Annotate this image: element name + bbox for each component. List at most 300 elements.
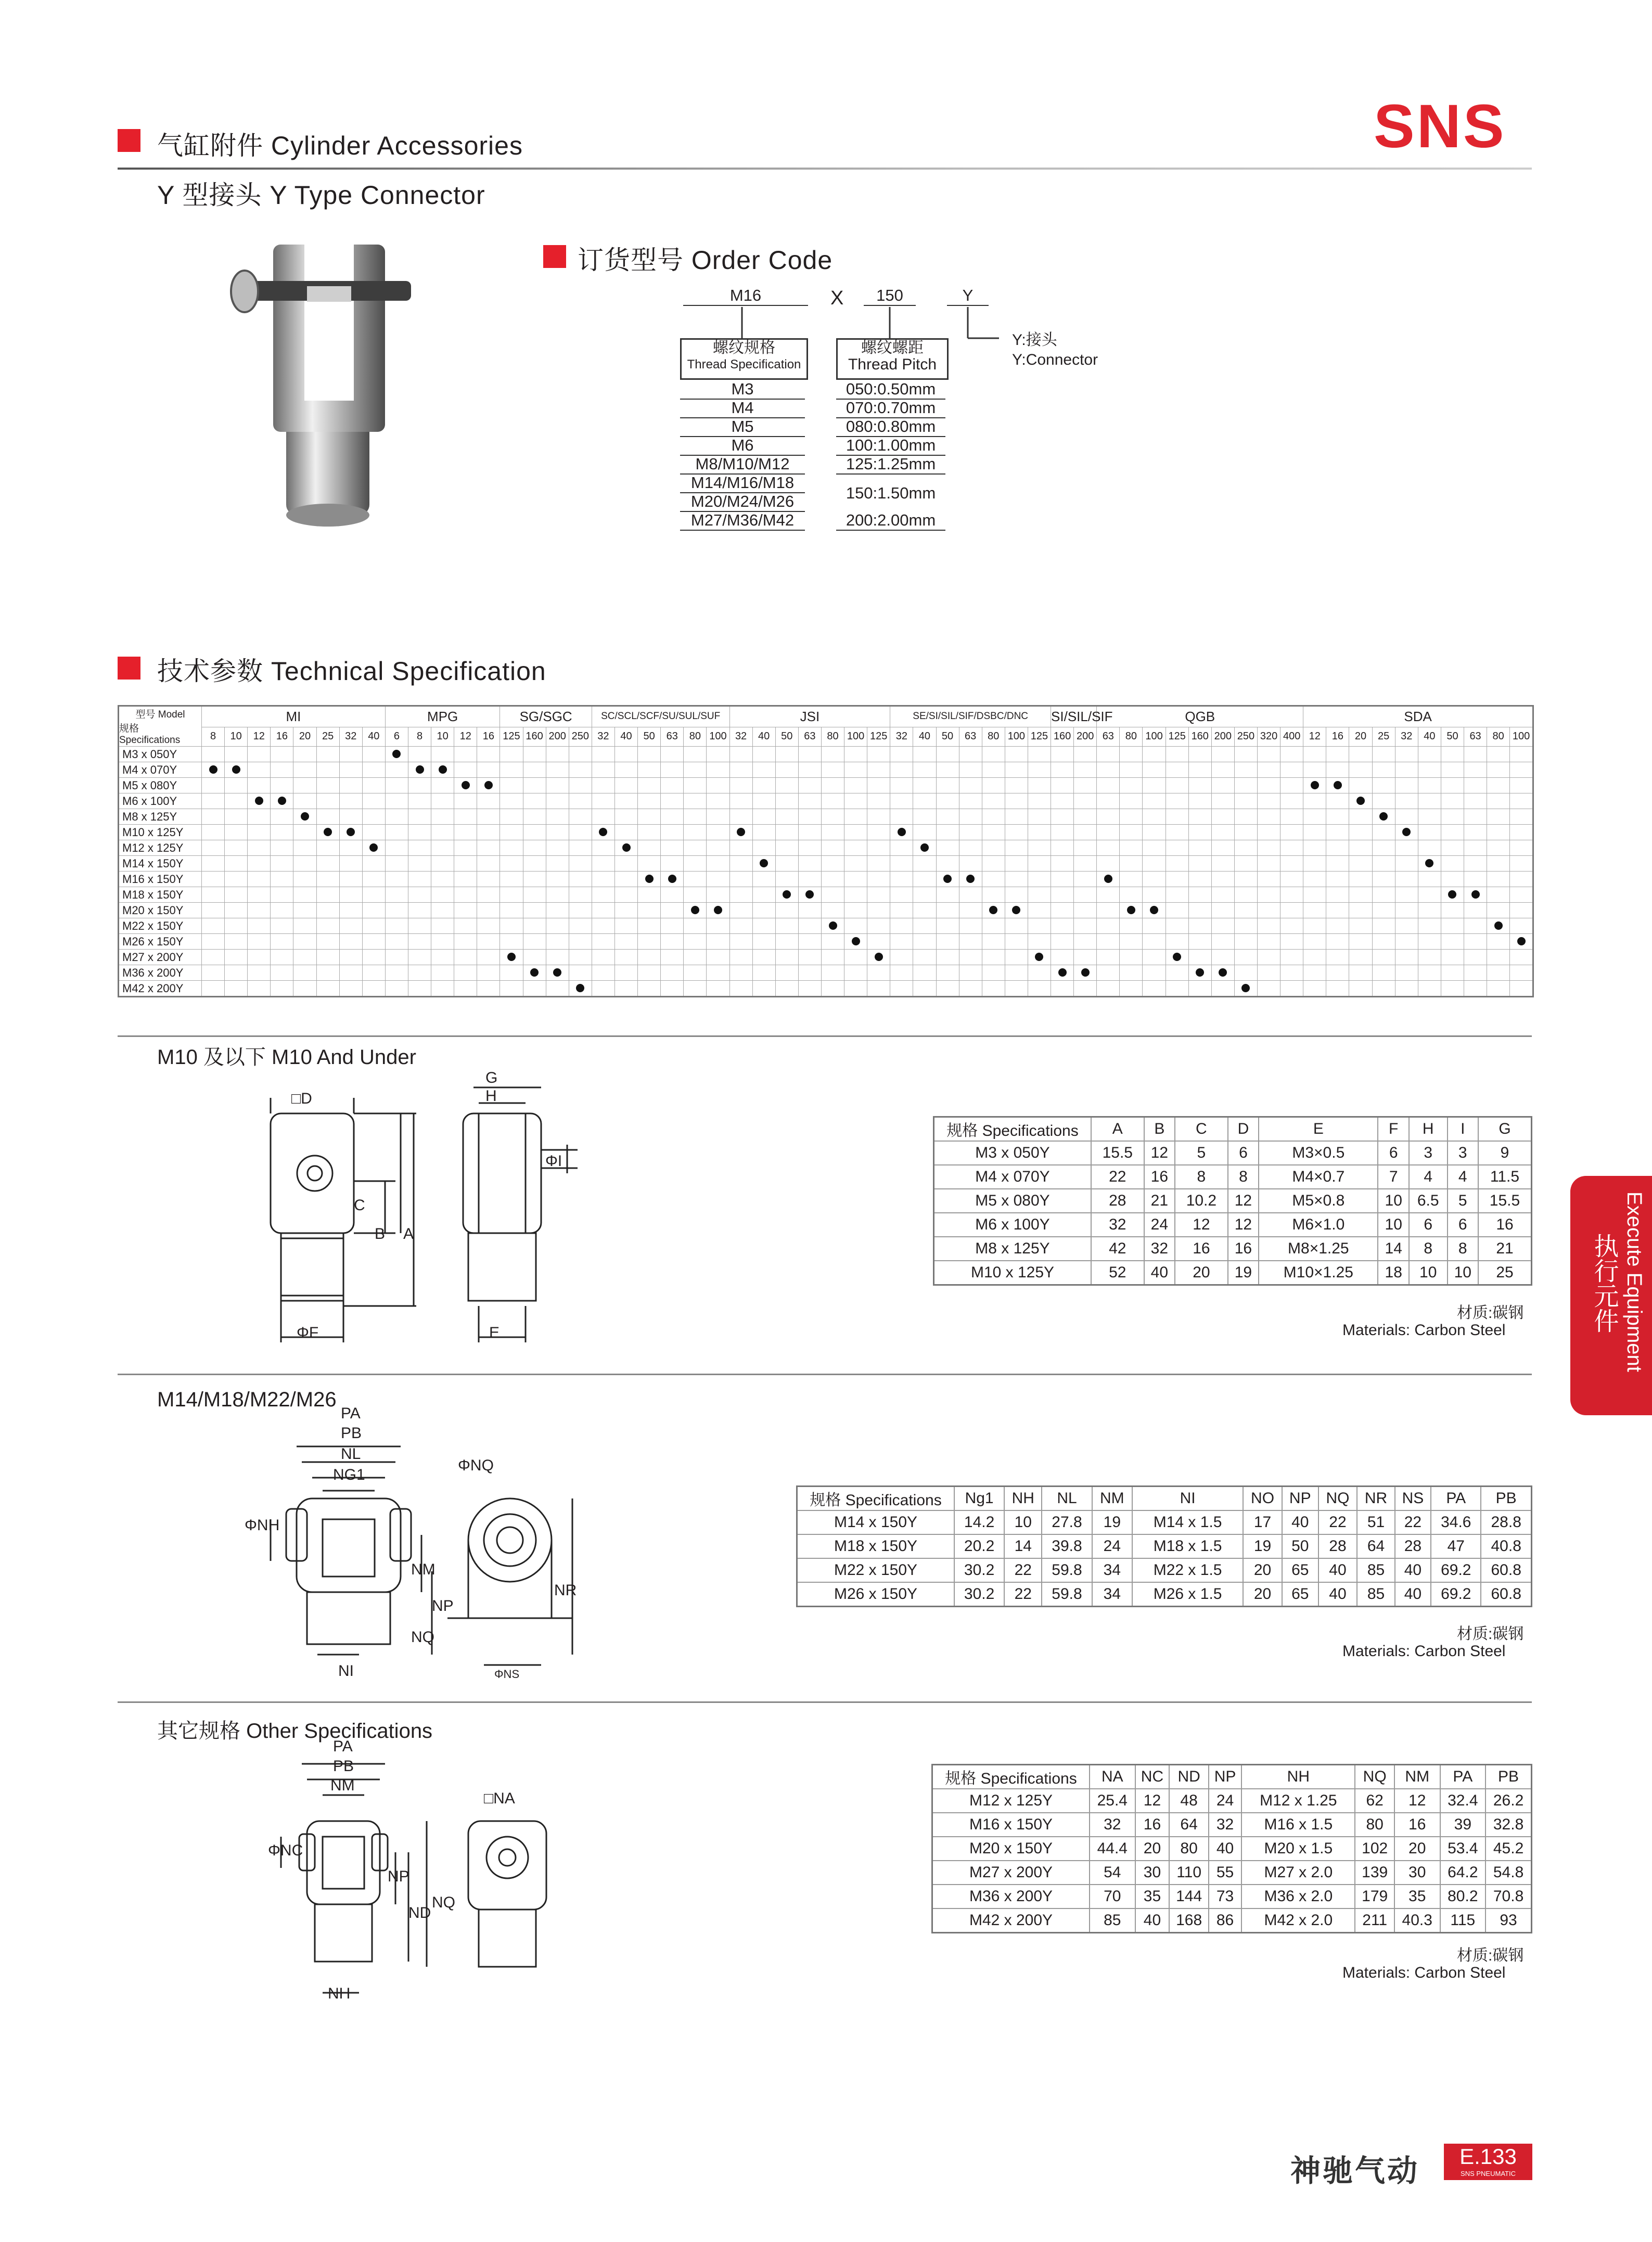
- row-spec: M14 x 150Y: [119, 856, 202, 872]
- grid-row: [119, 981, 1533, 997]
- compat-cell: [1349, 793, 1372, 809]
- thread-spec-item: M3: [680, 380, 805, 400]
- empty-cell: [913, 934, 936, 950]
- empty-cell: [569, 950, 592, 965]
- empty-cell: [477, 903, 500, 918]
- column-header: ND: [1169, 1765, 1209, 1789]
- empty-cell: [775, 965, 798, 981]
- empty-cell: [1211, 778, 1234, 793]
- empty-cell: [684, 809, 707, 825]
- table-cell: 59.8: [1042, 1582, 1092, 1607]
- empty-cell: [844, 793, 867, 809]
- m14-table-wrap: [796, 1485, 1532, 1607]
- empty-cell: [592, 903, 614, 918]
- empty-cell: [1441, 809, 1464, 825]
- row-spec: M36 x 200Y: [119, 965, 202, 981]
- empty-cell: [408, 872, 431, 887]
- empty-cell: [729, 981, 752, 997]
- empty-cell: [1349, 856, 1372, 872]
- empty-cell: [408, 903, 431, 918]
- empty-cell: [248, 872, 271, 887]
- empty-cell: [1143, 762, 1166, 778]
- column-header: E: [1259, 1117, 1378, 1142]
- empty-cell: [1166, 778, 1188, 793]
- empty-cell: [1395, 793, 1418, 809]
- compat-cell: [959, 872, 982, 887]
- divider: [118, 1035, 1532, 1037]
- table-cell: 34.6: [1431, 1510, 1481, 1534]
- empty-cell: [500, 981, 523, 997]
- empty-cell: [1143, 856, 1166, 872]
- table-cell: 11.5: [1478, 1165, 1532, 1189]
- empty-cell: [362, 762, 385, 778]
- compat-cell: [867, 950, 890, 965]
- bore-header: 100: [1143, 727, 1166, 746]
- empty-cell: [362, 793, 385, 809]
- empty-cell: [707, 747, 729, 762]
- compat-dot: [943, 875, 952, 883]
- empty-cell: [1188, 778, 1211, 793]
- empty-cell: [1441, 856, 1464, 872]
- empty-cell: [821, 872, 844, 887]
- pitch-item: 125:1.25mm: [836, 455, 945, 475]
- column-header: NA: [1090, 1765, 1135, 1789]
- empty-cell: [523, 793, 546, 809]
- compat-dot: [714, 906, 722, 914]
- table-cell: 3: [1409, 1141, 1448, 1165]
- row-spec: M18 x 150Y: [119, 887, 202, 903]
- table-cell: 47: [1431, 1534, 1481, 1558]
- column-header: I: [1448, 1117, 1479, 1142]
- empty-cell: [454, 965, 477, 981]
- table-cell: 10: [1378, 1189, 1409, 1213]
- empty-cell: [867, 762, 890, 778]
- empty-cell: [1051, 747, 1074, 762]
- empty-cell: [1258, 887, 1280, 903]
- empty-cell: [1143, 825, 1166, 840]
- empty-cell: [1280, 825, 1303, 840]
- empty-cell: [821, 903, 844, 918]
- empty-cell: [316, 762, 339, 778]
- empty-cell: [385, 934, 408, 950]
- empty-cell: [1120, 918, 1143, 934]
- table-cell: 85: [1357, 1558, 1394, 1582]
- empty-cell: [225, 872, 248, 887]
- empty-cell: [1418, 965, 1441, 981]
- table-cell: 12: [1135, 1789, 1170, 1813]
- compat-cell: [982, 903, 1005, 918]
- pitch-item: 050:0.50mm: [836, 380, 945, 400]
- table-cell: 40: [1282, 1510, 1318, 1534]
- empty-cell: [638, 825, 661, 840]
- empty-cell: [1349, 872, 1372, 887]
- empty-cell: [1464, 934, 1487, 950]
- empty-cell: [1395, 950, 1418, 965]
- empty-cell: [431, 903, 454, 918]
- compat-dot: [645, 875, 654, 883]
- table-cell: 52: [1091, 1261, 1144, 1285]
- empty-cell: [1028, 981, 1051, 997]
- empty-cell: [339, 840, 362, 856]
- empty-cell: [454, 809, 477, 825]
- column-header: PA: [1440, 1765, 1486, 1789]
- empty-cell: [385, 918, 408, 934]
- empty-cell: [362, 825, 385, 840]
- thread-spec-label-cn: 螺纹规格: [713, 339, 775, 356]
- compat-cell: [408, 762, 431, 778]
- dim-label: NG1: [333, 1466, 365, 1483]
- empty-cell: [1097, 965, 1120, 981]
- compat-cell: [1303, 778, 1326, 793]
- empty-cell: [614, 793, 637, 809]
- empty-cell: [1005, 856, 1028, 872]
- compat-cell: [1188, 965, 1211, 981]
- empty-cell: [500, 825, 523, 840]
- empty-cell: [982, 934, 1005, 950]
- empty-cell: [1188, 825, 1211, 840]
- empty-cell: [707, 872, 729, 887]
- empty-cell: [982, 793, 1005, 809]
- thread-spec-item: M20/M24/M26: [680, 492, 805, 512]
- empty-cell: [798, 793, 821, 809]
- empty-cell: [1097, 934, 1120, 950]
- empty-cell: [454, 934, 477, 950]
- empty-cell: [936, 778, 959, 793]
- column-header: C: [1175, 1117, 1228, 1142]
- m14-drawing: [250, 1420, 593, 1691]
- compat-cell: [339, 825, 362, 840]
- column-header: NQ: [1318, 1487, 1358, 1511]
- empty-cell: [1280, 793, 1303, 809]
- corner-bottom-cn: 规格: [119, 723, 139, 734]
- empty-cell: [798, 950, 821, 965]
- empty-cell: [385, 809, 408, 825]
- column-header: F: [1378, 1117, 1409, 1142]
- bore-header: 16: [477, 727, 500, 746]
- empty-cell: [638, 887, 661, 903]
- table-cell: 69.2: [1431, 1558, 1481, 1582]
- row-spec: M18 x 150Y: [797, 1534, 955, 1558]
- table-cell: 16: [1144, 1165, 1175, 1189]
- empty-cell: [523, 825, 546, 840]
- empty-cell: [1441, 918, 1464, 934]
- compat-dot: [1150, 906, 1158, 914]
- empty-cell: [1258, 747, 1280, 762]
- grid-row: [119, 762, 1533, 778]
- compat-cell: [362, 840, 385, 856]
- empty-cell: [202, 903, 225, 918]
- empty-cell: [1303, 965, 1326, 981]
- compat-dot: [1058, 968, 1067, 977]
- empty-cell: [982, 825, 1005, 840]
- thread-spec-label-en: Thread Specification: [687, 357, 801, 371]
- compat-dot: [507, 953, 516, 961]
- empty-cell: [316, 793, 339, 809]
- row-spec: M27 x 200Y: [119, 950, 202, 965]
- empty-cell: [546, 934, 569, 950]
- empty-cell: [523, 934, 546, 950]
- table-cell: 168: [1169, 1908, 1209, 1933]
- empty-cell: [1166, 856, 1188, 872]
- empty-cell: [821, 809, 844, 825]
- empty-cell: [1051, 981, 1074, 997]
- table-row: [934, 1141, 1532, 1165]
- empty-cell: [661, 840, 684, 856]
- empty-cell: [1258, 778, 1280, 793]
- empty-cell: [752, 981, 775, 997]
- empty-cell: [1418, 918, 1441, 934]
- table-cell: 14: [1378, 1237, 1409, 1261]
- empty-cell: [1418, 793, 1441, 809]
- column-header: NM: [1092, 1487, 1133, 1511]
- grid-row: [119, 840, 1533, 856]
- empty-cell: [1143, 793, 1166, 809]
- empty-cell: [202, 856, 225, 872]
- compat-cell: [569, 981, 592, 997]
- empty-cell: [1188, 762, 1211, 778]
- empty-cell: [684, 872, 707, 887]
- empty-cell: [661, 934, 684, 950]
- empty-cell: [316, 840, 339, 856]
- table-cell: 12: [1394, 1789, 1440, 1813]
- empty-cell: [1005, 793, 1028, 809]
- empty-cell: [1074, 762, 1097, 778]
- table-cell: M36 x 2.0: [1241, 1885, 1355, 1908]
- empty-cell: [1211, 747, 1234, 762]
- empty-cell: [592, 934, 614, 950]
- empty-cell: [1234, 856, 1257, 872]
- empty-cell: [661, 747, 684, 762]
- empty-cell: [500, 856, 523, 872]
- empty-cell: [202, 793, 225, 809]
- product-photo: [224, 224, 442, 536]
- empty-cell: [684, 762, 707, 778]
- empty-cell: [959, 809, 982, 825]
- table-cell: 60.8: [1481, 1558, 1531, 1582]
- empty-cell: [775, 793, 798, 809]
- empty-cell: [1258, 825, 1280, 840]
- table-cell: 35: [1394, 1885, 1440, 1908]
- table-cell: M6×1.0: [1259, 1213, 1378, 1237]
- dim-label: G: [485, 1069, 498, 1086]
- table-cell: 20: [1135, 1837, 1170, 1861]
- empty-cell: [592, 981, 614, 997]
- empty-cell: [867, 887, 890, 903]
- empty-cell: [202, 934, 225, 950]
- grid-row: [119, 887, 1533, 903]
- empty-cell: [1005, 918, 1028, 934]
- row-spec: M14 x 150Y: [797, 1510, 955, 1534]
- empty-cell: [225, 887, 248, 903]
- empty-cell: [638, 778, 661, 793]
- table-cell: 30: [1394, 1861, 1440, 1885]
- empty-cell: [982, 840, 1005, 856]
- compat-dot: [439, 765, 447, 774]
- empty-cell: [1395, 981, 1418, 997]
- table-cell: 21: [1144, 1189, 1175, 1213]
- row-spec: M4 x 070Y: [119, 762, 202, 778]
- table-row: [797, 1582, 1532, 1607]
- row-spec: M36 x 200Y: [932, 1885, 1090, 1908]
- table-cell: 16: [1228, 1237, 1259, 1261]
- row-spec: M42 x 200Y: [932, 1908, 1090, 1933]
- empty-cell: [454, 887, 477, 903]
- table-cell: M5×0.8: [1259, 1189, 1378, 1213]
- empty-cell: [821, 887, 844, 903]
- compat-dot: [1494, 921, 1503, 930]
- table-row: [934, 1237, 1532, 1261]
- empty-cell: [293, 856, 316, 872]
- tech-spec-heading: 技术参数 Technical Specification: [157, 657, 546, 686]
- table-cell: 9: [1478, 1141, 1532, 1165]
- empty-cell: [592, 747, 614, 762]
- dim-label: NQ: [411, 1629, 434, 1646]
- empty-cell: [707, 950, 729, 965]
- row-spec: M20 x 150Y: [119, 903, 202, 918]
- empty-cell: [729, 950, 752, 965]
- empty-cell: [1487, 934, 1510, 950]
- column-header: 规格 Specifications: [934, 1117, 1092, 1142]
- empty-cell: [1464, 872, 1487, 887]
- compat-cell: [293, 809, 316, 825]
- empty-cell: [523, 887, 546, 903]
- empty-cell: [1074, 809, 1097, 825]
- compat-cell: [1051, 965, 1074, 981]
- empty-cell: [454, 950, 477, 965]
- empty-cell: [1051, 778, 1074, 793]
- empty-cell: [454, 840, 477, 856]
- empty-cell: [913, 747, 936, 762]
- table-cell: 20: [1175, 1261, 1228, 1285]
- grid-row: [119, 918, 1533, 934]
- empty-cell: [271, 762, 293, 778]
- empty-cell: [821, 778, 844, 793]
- empty-cell: [684, 950, 707, 965]
- table-cell: 62: [1355, 1789, 1394, 1813]
- empty-cell: [1280, 778, 1303, 793]
- empty-cell: [867, 934, 890, 950]
- material-cn: 材质:碳钢: [1457, 1947, 1524, 1964]
- empty-cell: [569, 934, 592, 950]
- empty-cell: [202, 950, 225, 965]
- empty-cell: [431, 825, 454, 840]
- empty-cell: [890, 762, 913, 778]
- grid-row: [119, 778, 1533, 793]
- empty-cell: [362, 856, 385, 872]
- pitch-item: 080:0.80mm: [836, 417, 945, 437]
- empty-cell: [798, 903, 821, 918]
- empty-cell: [248, 809, 271, 825]
- empty-cell: [1258, 809, 1280, 825]
- empty-cell: [1028, 809, 1051, 825]
- empty-cell: [1005, 981, 1028, 997]
- empty-cell: [1349, 840, 1372, 856]
- column-header: PB: [1485, 1765, 1531, 1789]
- grid-row: [119, 747, 1533, 762]
- empty-cell: [1372, 981, 1395, 997]
- brand-logo: SNS: [1374, 92, 1506, 161]
- empty-cell: [1211, 793, 1234, 809]
- bore-header: 80: [1120, 727, 1143, 746]
- empty-cell: [271, 856, 293, 872]
- empty-cell: [1074, 793, 1097, 809]
- empty-cell: [959, 918, 982, 934]
- empty-cell: [1303, 950, 1326, 965]
- empty-cell: [661, 856, 684, 872]
- section-marker: [118, 129, 140, 152]
- table-cell: 179: [1355, 1885, 1394, 1908]
- empty-cell: [454, 793, 477, 809]
- empty-cell: [684, 793, 707, 809]
- empty-cell: [316, 903, 339, 918]
- compat-dot: [1448, 890, 1456, 899]
- column-header: NO: [1243, 1487, 1282, 1511]
- corner-top: 型号 Model: [135, 709, 185, 720]
- table-cell: 8: [1228, 1165, 1259, 1189]
- empty-cell: [684, 747, 707, 762]
- grid-row: [119, 872, 1533, 887]
- pitch-item: 070:0.70mm: [836, 399, 945, 418]
- table-cell: 54: [1090, 1861, 1135, 1885]
- empty-cell: [500, 809, 523, 825]
- grid-row: [119, 934, 1533, 950]
- empty-cell: [500, 840, 523, 856]
- empty-cell: [248, 965, 271, 981]
- dim-label: C: [354, 1197, 365, 1214]
- table-cell: 64: [1169, 1813, 1209, 1837]
- empty-cell: [1211, 950, 1234, 965]
- empty-cell: [729, 872, 752, 887]
- empty-cell: [729, 965, 752, 981]
- column-header: G: [1478, 1117, 1532, 1142]
- empty-cell: [1120, 825, 1143, 840]
- empty-cell: [867, 918, 890, 934]
- empty-cell: [1510, 809, 1533, 825]
- empty-cell: [1441, 747, 1464, 762]
- bore-header: 100: [844, 727, 867, 746]
- column-header: NC: [1135, 1765, 1170, 1789]
- empty-cell: [339, 981, 362, 997]
- empty-cell: [1074, 981, 1097, 997]
- column-header: H: [1409, 1117, 1448, 1142]
- empty-cell: [1303, 747, 1326, 762]
- empty-cell: [1028, 887, 1051, 903]
- empty-cell: [316, 965, 339, 981]
- empty-cell: [385, 840, 408, 856]
- empty-cell: [385, 965, 408, 981]
- dim-label: □NA: [484, 1790, 515, 1807]
- empty-cell: [1280, 762, 1303, 778]
- table-cell: 28: [1395, 1534, 1431, 1558]
- empty-cell: [1395, 762, 1418, 778]
- empty-cell: [614, 856, 637, 872]
- empty-cell: [661, 981, 684, 997]
- empty-cell: [729, 934, 752, 950]
- empty-cell: [1441, 903, 1464, 918]
- compat-cell: [1028, 950, 1051, 965]
- empty-cell: [202, 809, 225, 825]
- compat-cell: [248, 793, 271, 809]
- code-pitch: 150: [864, 286, 916, 306]
- empty-cell: [1211, 825, 1234, 840]
- grid-row: [119, 903, 1533, 918]
- empty-cell: [1326, 793, 1349, 809]
- side-tab[interactable]: [1570, 1176, 1652, 1415]
- compat-dot: [783, 890, 791, 899]
- empty-cell: [362, 950, 385, 965]
- empty-cell: [1326, 965, 1349, 981]
- empty-cell: [293, 950, 316, 965]
